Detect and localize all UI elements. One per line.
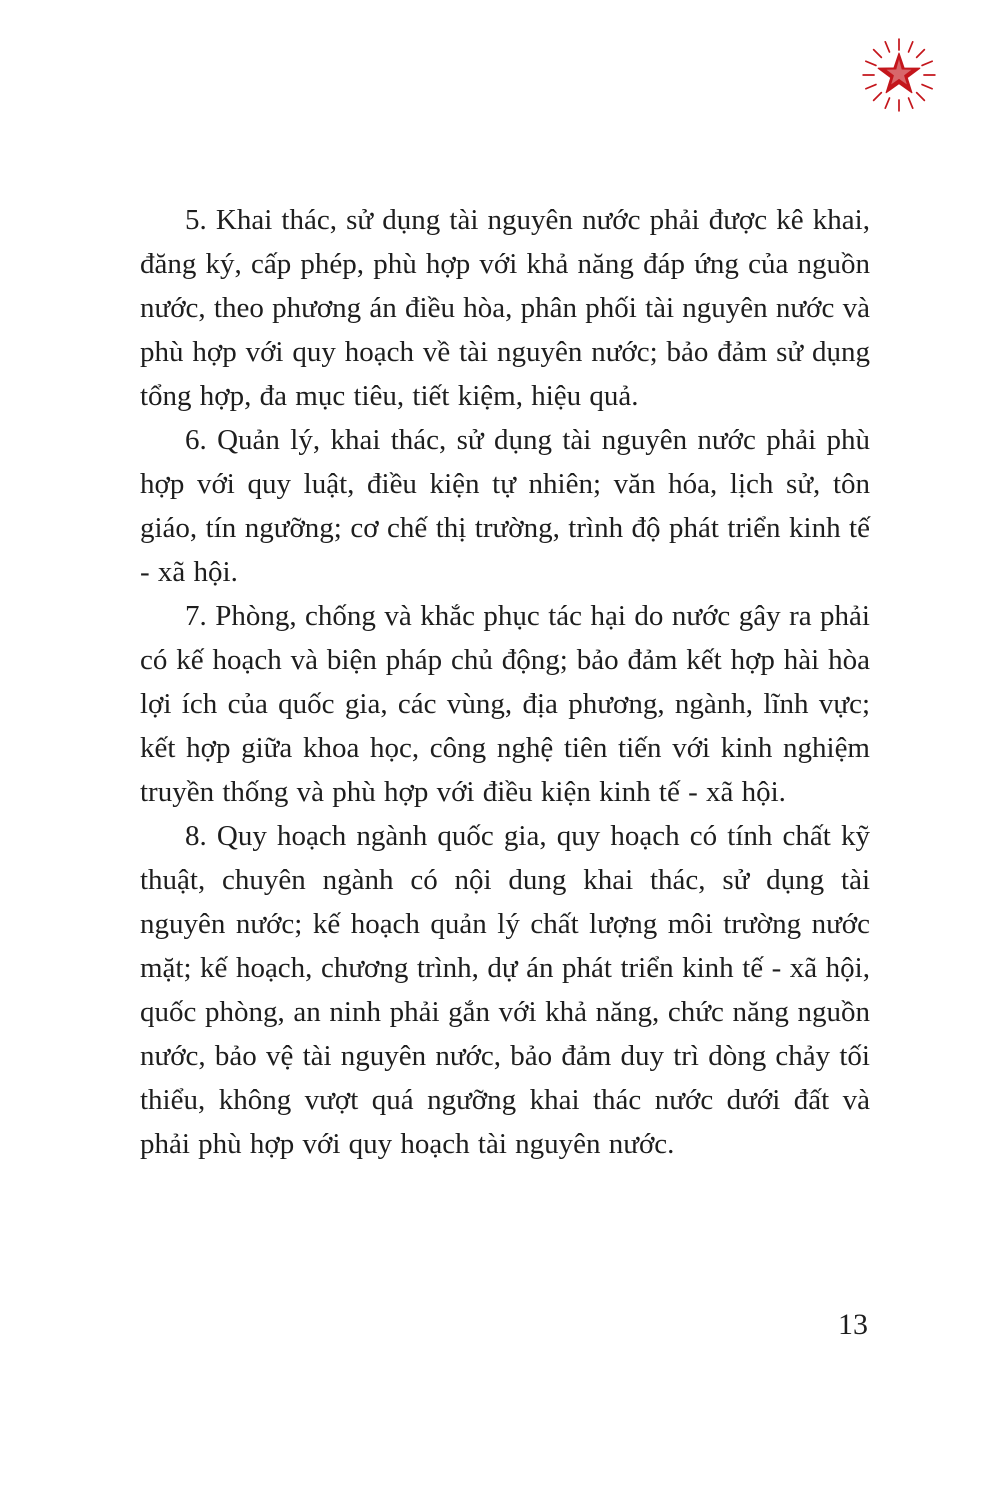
paragraph-6: 6. Quản lý, khai thác, sử dụng tài nguyên nước phải phù hợp với quy luật, điều kiện tự nhiên; văn hóa, lịch sử, tôn giáo, tín ngưỡng; cơ chế thị trường, trình độ phát triển kinh tế - xã hội. — [140, 424, 870, 588]
publisher-star-emblem-icon — [860, 36, 938, 114]
page-number: 13 — [838, 1308, 868, 1341]
paragraph-5: 5. Khai thác, sử dụng tài nguyên nước phải được kê khai, đăng ký, cấp phép, phù hợp với khả năng đáp ứng của nguồn nước, theo phương án điều hòa, phân phối tài nguyên nước và phù hợp với quy hoạch về tài nguyên nước; bảo đảm sử dụng tổng hợp, đa mục tiêu, tiết kiệm, hiệu quả. — [140, 204, 870, 412]
page-body-text — [140, 198, 870, 1166]
paragraph-7: 7. Phòng, chống và khắc phục tác hại do nước gây ra phải có kế hoạch và biện pháp chủ động; bảo đảm kết hợp hài hòa lợi ích của quốc gia, các vùng, địa phương, ngành, lĩnh vực; kết hợp giữa khoa học, công nghệ tiên tiến với kinh nghiệm truyền thống và phù hợp với điều kiện kinh tế - xã hội. — [140, 600, 870, 808]
paragraph-8: 8. Quy hoạch ngành quốc gia, quy hoạch có tính chất kỹ thuật, chuyên ngành có nội dung khai thác, sử dụng tài nguyên nước; kế hoạch quản lý chất lượng môi trường nước mặt; kế hoạch, chương trình, dự án phát triển kinh tế - xã hội, quốc phòng, an ninh phải gắn với khả năng, chức năng nguồn nước, bảo vệ tài nguyên nước, bảo đảm duy trì dòng chảy tối thiểu, không vượt quá ngưỡng khai thác nước dưới đất và phải phù hợp với quy hoạch tài nguyên nước. — [140, 820, 870, 1160]
